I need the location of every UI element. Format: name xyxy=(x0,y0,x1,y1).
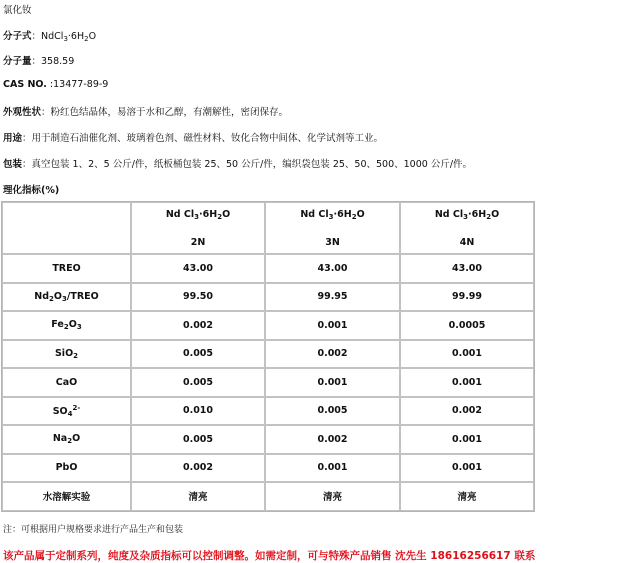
table-cell: 0.001 xyxy=(400,368,534,397)
table-cell: 0.002 xyxy=(131,311,265,340)
table-row xyxy=(2,482,534,511)
mw-line xyxy=(3,53,74,67)
table-cell: 0.001 xyxy=(400,425,534,454)
packing-line xyxy=(3,156,472,170)
table-cell: 0.002 xyxy=(131,454,265,483)
table-cell: 99.99 xyxy=(400,283,534,312)
table-cell: 0.005 xyxy=(131,340,265,369)
table-cell: 清亮 xyxy=(131,482,265,511)
appearance-value: ：粉红色结晶体，易溶于水和乙醇，有潮解性，密闭保存。 xyxy=(41,107,289,118)
spec-header-cell: Nd $Cl_3\cdot 6H_2O$ 4N xyxy=(400,202,534,254)
footer-contact-text: 该产品属于定制系列，纯度及杂质指标可以控制调整。如需定制，可与特殊产品销售 沈先生 18616256617 联系 xyxy=(3,550,536,562)
row-label: CaO xyxy=(2,368,131,397)
table-row xyxy=(2,454,534,483)
usage-line xyxy=(3,130,383,144)
table-cell: 0.005 xyxy=(131,425,265,454)
spec-header-cell: Nd $Cl_3\cdot 6H_2O$ 2N xyxy=(131,202,265,254)
row-label: $SO_4^{2-}$ xyxy=(2,397,131,426)
table-cell: 0.002 xyxy=(265,425,400,454)
spec-header-row xyxy=(2,202,534,254)
formula-value: ：$NdCl_3\cdot 6H_2O$ xyxy=(31,31,97,43)
usage-label: 用途 xyxy=(3,133,23,144)
spec-header-cell: Nd $Cl_3\cdot 6H_2O$ 3N xyxy=(265,202,400,254)
row-label: $Nd_2O_3$/TREO xyxy=(2,283,131,312)
table-cell: 0.0005 xyxy=(400,311,534,340)
table-row xyxy=(2,311,534,340)
mw-value: ：358.59 xyxy=(31,56,75,67)
table-cell: 43.00 xyxy=(131,254,265,283)
row-label: $Na_2O$ xyxy=(2,425,131,454)
appearance-line xyxy=(3,104,288,118)
mw-label: 分子量 xyxy=(3,56,32,67)
table-row xyxy=(2,283,534,312)
formula-line xyxy=(3,28,96,43)
cas-label: CAS NO. xyxy=(3,79,47,90)
usage-value: ：用于制造石油催化剂、玻璃着色剂、磁性材料、钕化合物中间体、化学试剂等工业。 xyxy=(22,133,384,144)
row-label: $Fe_2O_3$ xyxy=(2,311,131,340)
table-cell: 0.005 xyxy=(265,397,400,426)
table-row xyxy=(2,425,534,454)
table-row xyxy=(2,368,534,397)
row-label: SiO$_2$ xyxy=(2,340,131,369)
spec-header-blank xyxy=(2,202,131,254)
cas-value: :13477-89-9 xyxy=(46,79,109,90)
cas-line xyxy=(3,79,108,90)
table-cell: 0.001 xyxy=(400,340,534,369)
table-row xyxy=(2,254,534,283)
table-cell: 0.001 xyxy=(265,311,400,340)
table-cell: 清亮 xyxy=(265,482,400,511)
table-cell: 99.95 xyxy=(265,283,400,312)
table-cell: 0.005 xyxy=(131,368,265,397)
table-cell: 0.010 xyxy=(131,397,265,426)
product-title: 氯化钕 xyxy=(3,5,32,16)
table-cell: 0.001 xyxy=(400,454,534,483)
table-cell: 0.002 xyxy=(265,340,400,369)
table-row xyxy=(2,397,534,426)
row-label: PbO xyxy=(2,454,131,483)
appearance-label: 外观性状 xyxy=(3,107,42,118)
row-label: 水溶解实验 xyxy=(2,482,131,511)
table-cell: 43.00 xyxy=(265,254,400,283)
note-text: 注：可根据用户规格要求进行产品生产和包装 xyxy=(3,525,184,535)
table-cell: 清亮 xyxy=(400,482,534,511)
table-row xyxy=(2,340,534,369)
table-cell: 0.002 xyxy=(400,397,534,426)
table-cell: 99.50 xyxy=(131,283,265,312)
table-cell: 0.001 xyxy=(265,454,400,483)
packing-label: 包装 xyxy=(3,159,23,170)
formula-label: 分子式 xyxy=(3,31,32,42)
packing-value: ：真空包装 1、2、5 公斤/件，纸板桶包装 25、50 公斤/件，编织袋包装 25、50、500、1000 公斤/件。 xyxy=(22,159,473,170)
table-cell: 0.001 xyxy=(265,368,400,397)
row-label: TREO xyxy=(2,254,131,283)
spec-title: 理化指标(%) xyxy=(3,185,60,196)
spec-table xyxy=(1,201,535,512)
table-cell: 43.00 xyxy=(400,254,534,283)
